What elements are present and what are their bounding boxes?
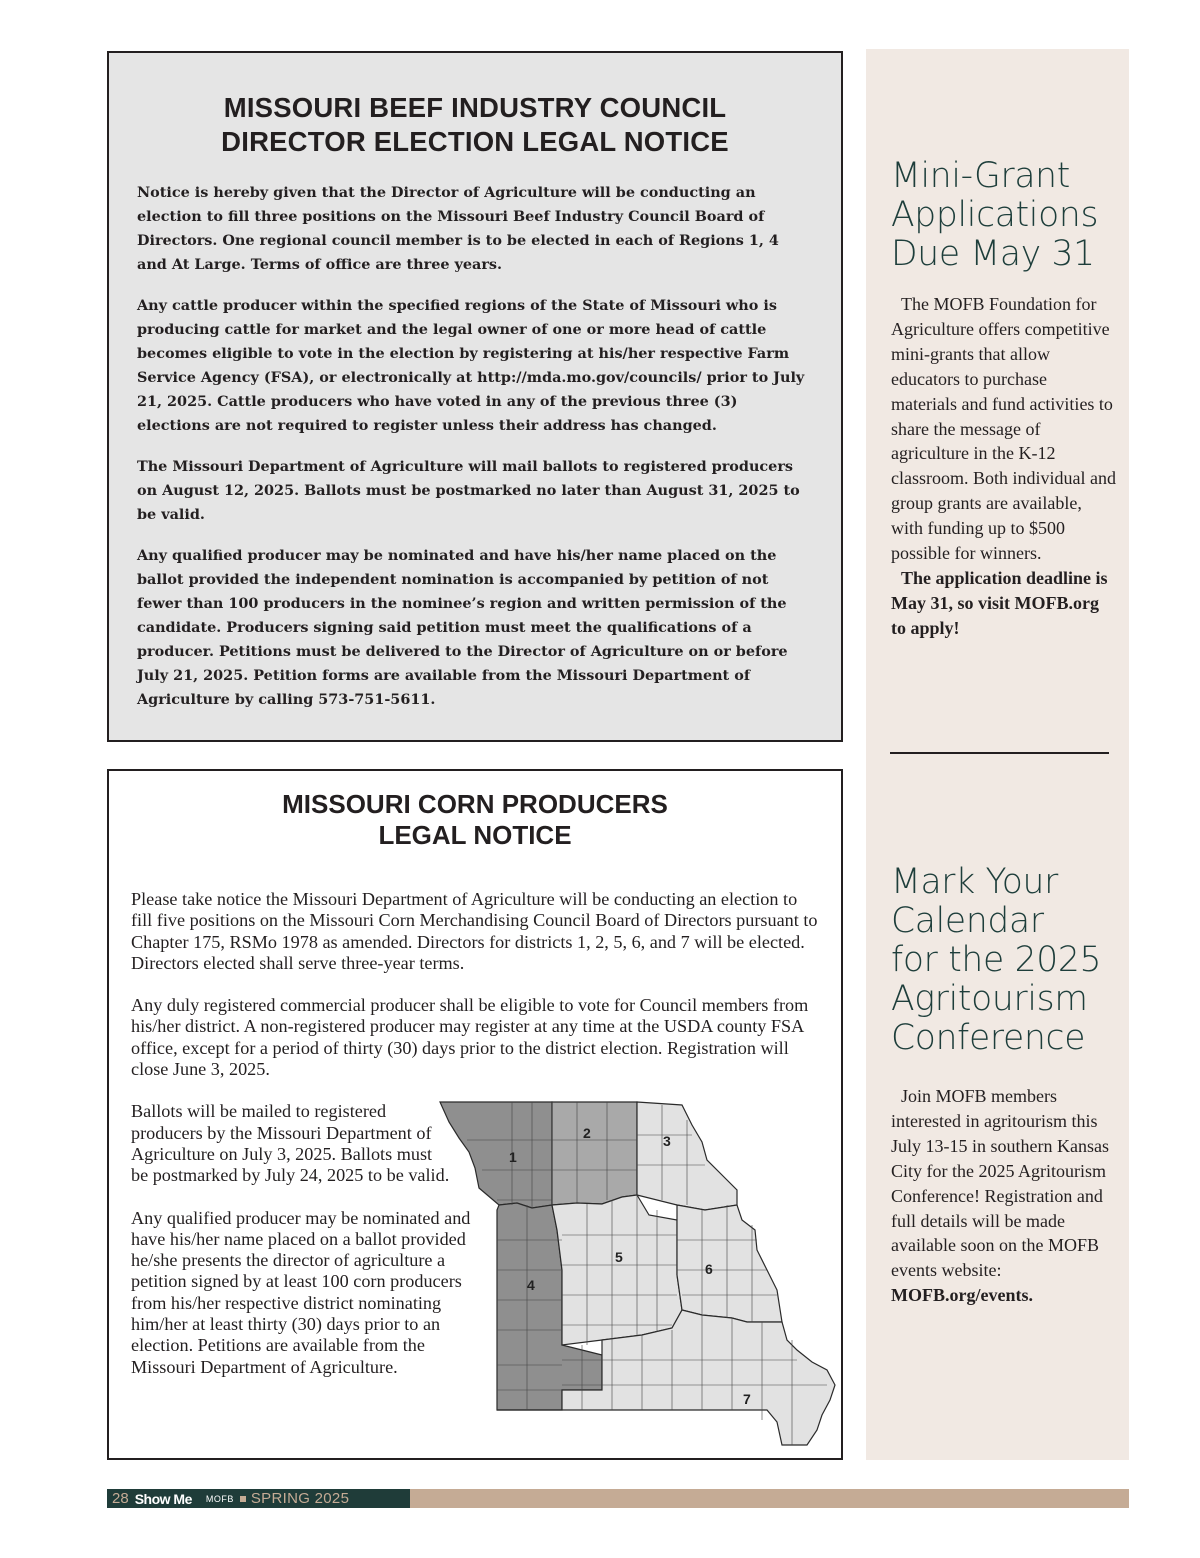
agritourism-heading	[891, 863, 1101, 1058]
missouri-district-map	[437, 1100, 837, 1450]
corn-paragraph: Please take notice the Missouri Department of Agriculture will be conducting an election to fill five positions on the Missouri Corn Merchandising Council Board of Directors pursuant to Chapter 175, RSMo 1978 as amended. Directors for districts 1, 2, 5, 6, and 7 will be elected. Directors elected shall serve three-year terms.	[131, 889, 818, 973]
beef-paragraph: Any cattle producer within the specified regions of the State of Missouri who is producing cattle for market and the legal owner of one or more head of cattle becomes eligible to vote in the election by registering at his/her respective Farm Service Agency (FSA), or electronically at http://mda.mo.gov/councils/ prior to July 21, 2025. Cattle producers who have voted in any of the previous three (3) elections are not required to register unless their address has changed.	[137, 297, 805, 434]
beef-title-line-2: DIRECTOR ELECTION LEGAL NOTICE	[221, 126, 729, 157]
agritourism-heading-line: Calendar	[891, 901, 1044, 941]
sidebar	[866, 49, 1129, 1460]
agritourism-heading-line: for the 2025	[891, 940, 1102, 980]
corn-notice-title	[131, 789, 819, 851]
sidebar-divider	[890, 752, 1109, 754]
corn-title-line-2: LEGAL NOTICE	[378, 820, 572, 850]
separator-square-icon	[240, 1496, 246, 1502]
beef-council-notice	[107, 51, 843, 742]
mini-grant-text: The MOFB Foundation for Agriculture offers competitive mini-grants that allow educators to purchase materials and fund activities to share the message of agriculture in the K-12 classroom. Both individual and group grants are available, with funding up to $500 possible for winners.	[891, 294, 1116, 564]
map-district-2	[552, 1102, 637, 1205]
agritourism-heading-line: Agritourism	[891, 979, 1088, 1019]
map-label-district-6: 6	[705, 1261, 713, 1277]
agritourism-events-link[interactable]: MOFB.org/events.	[891, 1285, 1033, 1306]
agritourism-heading-line: Conference	[891, 1018, 1086, 1058]
map-label-district-7: 7	[743, 1391, 751, 1407]
publisher-name: MOFB	[205, 1493, 234, 1504]
mini-grant-heading-line: Applications	[891, 195, 1099, 235]
map-label-district-2: 2	[583, 1125, 591, 1141]
beef-notice-title	[137, 91, 813, 159]
map-label-district-3: 3	[663, 1133, 671, 1149]
mini-grant-heading-line: Due May 31	[891, 234, 1095, 274]
agritourism-body	[891, 1084, 1116, 1308]
corn-paragraph: Ballots will be mailed to registered producers by the Missouri Department of Agriculture on July 3, 2025. Ballots must be postmarked by July 24, 2025 to be valid.	[131, 1101, 450, 1186]
map-label-district-4: 4	[527, 1277, 535, 1293]
corn-paragraph: Any duly registered commercial producer shall be eligible to vote for Council members from his/her district. A non-registered producer may register at any time at the USDA county FSA office, except for a period of thirty (30) days prior to the district election. Registration will close June 3, 2025.	[131, 995, 809, 1080]
map-district-1	[440, 1102, 552, 1208]
mini-grant-heading	[891, 157, 1098, 274]
beef-paragraph: The Missouri Department of Agriculture will mail ballots to registered producers on August 12, 2025. Ballots must be postmarked no later than August 31, 2025 to be valid.	[137, 458, 800, 523]
map-label-district-5: 5	[615, 1249, 623, 1265]
map-district-5	[552, 1195, 682, 1345]
agritourism-text: Join MOFB members interested in agritourism this July 13-15 in southern Kansas City for the 2025 Agritourism Conference! Registration and full details will be made available soon on the MOFB events website:	[891, 1086, 1109, 1281]
issue-season: SPRING 2025	[250, 1490, 350, 1507]
agritourism-heading-line: Mark Your	[891, 862, 1058, 902]
corn-title-line-1: MISSOURI CORN PRODUCERS	[282, 789, 668, 819]
beef-paragraph: Notice is hereby given that the Director of Agriculture will be conducting an election to fill three positions on the Missouri Beef Industry Council Board of Directors. One regional council member is to be elected in each of Regions 1, 4 and At Large. Terms of office are three years.	[137, 184, 779, 273]
beef-paragraph: Any qualified producer may be nominated and have his/her name placed on the ballot provided the independent nomination is accompanied by petition of not fewer than 100 producers in the nominee’s region and written permission of the candidate. Producers signing said petition must meet the qualifications of a producer. Petitions must be delivered to the Director of Agriculture on or before July 21, 2025. Petition forms are available from the Missouri Department of Agriculture by calling 573-751-5611.	[137, 547, 788, 708]
beef-notice-body	[137, 181, 813, 712]
mini-grant-heading-line: Mini-Grant	[891, 156, 1070, 196]
publication-brand: Show Me	[134, 1490, 192, 1507]
map-district-6	[677, 1205, 782, 1322]
beef-title-line-1: MISSOURI BEEF INDUSTRY COUNCIL	[223, 92, 727, 123]
footer-publication-tag	[107, 1489, 410, 1508]
mini-grant-deadline: The application deadline is May 31, so visit MOFB.org to apply!	[891, 567, 1108, 638]
map-label-district-1: 1	[509, 1149, 517, 1165]
page-number: 28	[112, 1490, 129, 1507]
corn-paragraph: Any qualified producer may be nominated and have his/her name placed on a ballot provided he/she presents the director of agriculture a petition signed by at least 100 corn producers from his/her respective district nominating him/her at least thirty (30) days prior to an election. Petitions are available from the Missouri Department of Agriculture.	[131, 1207, 471, 1377]
mini-grant-body	[891, 292, 1116, 641]
